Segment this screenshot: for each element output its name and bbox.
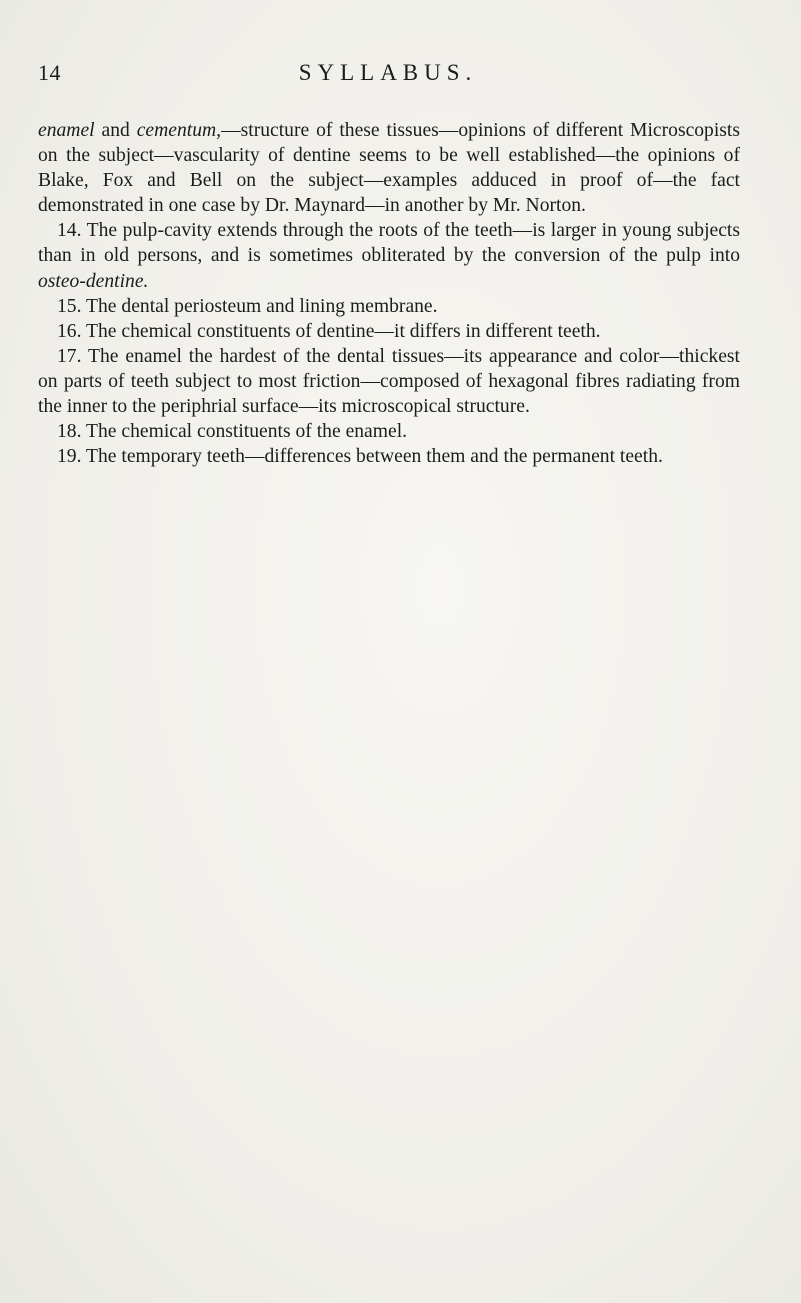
paragraph-item-16: 16. The chemical constituents of dentine—it differs in different teeth. — [57, 320, 601, 342]
paragraph-text: —structure of these tissues—opinions of different Microscopists on the subject—vascularity of dentine seems to be well established—the opinions of Blake, Fox and Bell on the subject—examples adduced in proof of—the fact demonstrated in one case by Dr. Maynard—in another by Mr. Norton. — [38, 120, 740, 217]
italic-term-enamel: enamel — [38, 120, 95, 141]
italic-term-cementum: cementum, — [136, 120, 222, 141]
running-head — [38, 60, 738, 90]
paragraph-item-14 — [38, 218, 740, 293]
italic-term-osteo-dentine: osteo-dentine. — [38, 270, 149, 292]
paragraph-continuation — [38, 118, 740, 218]
syllabus-body — [38, 118, 740, 469]
page-number: 14 — [38, 60, 61, 85]
paragraph-item-19: 19. The temporary teeth—differences between them and the permanent teeth. — [57, 446, 663, 468]
paragraph-text: 14. The pulp-cavity extends through the roots of the teeth—is larger in young subjects than in old persons, and is sometimes obliterated by the conversion of the pulp into — [38, 220, 740, 267]
paragraph-text: and — [94, 120, 137, 141]
page-title: SYLLABUS. — [298, 60, 478, 85]
paragraph-item-17: 17. The enamel the hardest of the dental tissues—its appearance and color—thickest on parts of teeth subject to most friction—composed of hexagonal fibres radiating from the inner to the periphrial surface—its microscopical structure. — [38, 345, 740, 418]
paragraph-item-18: 18. The chemical constituents of the enamel. — [57, 421, 408, 443]
paragraph-item-15: 15. The dental periosteum and lining membrane. — [57, 295, 438, 317]
